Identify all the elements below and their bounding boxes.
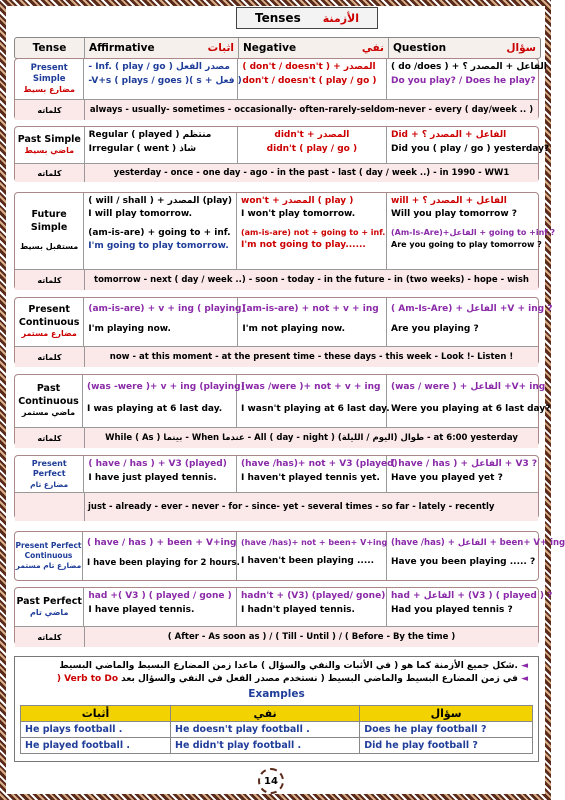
title-ar: الأزمنة [322,11,359,25]
neg-line: (was /were )+ not + v + ing [241,382,381,392]
section-present-simple [14,58,547,120]
section-past-simple [14,126,550,182]
neg-line: didn't ( play / go ) [266,143,358,154]
title-en: Tenses [255,11,301,25]
keywords-text: now - at this moment - at the present time - these days - this week - Look !- Listen ! [109,352,514,362]
neg-line: hadn't + (V3) (played/ gone) [241,591,386,601]
tense-label-ar: مستقبل بسيط [19,242,79,252]
neg-line: I haven't been playing ..... [241,555,375,566]
q-line: Are you playing ? [391,323,479,334]
section-future-simple [14,192,556,290]
example-neg: He doesn't play football . [171,722,360,738]
aff-line: ( have / has ) + V3 (played) [88,459,227,469]
keywords-text: tomorrow - next ( day / week ..) - soon - today - in the future - in (two weeks) - hope - wish [94,275,529,285]
section-present-perfect [14,455,539,519]
header-negative: Negative [243,42,297,54]
q-line: (have /has) + الفاعل + been+ V+ ing [391,538,565,548]
q-line: will + الفاعل + المصدر ؟ [391,196,507,206]
neg-line: didn't + المصدر [274,130,350,140]
tense-label-en: Present Continuous [18,304,80,328]
tense-label-ar: ماضي بسيط [24,145,75,155]
aff-line: I'm going to play tomorrow. [88,241,229,252]
section-past-perfect [14,587,553,645]
tense-label-en: Present Perfect [31,458,67,479]
aff-line: - Inf. ( play / go ) مصدر الفعل [88,62,230,72]
page-title [236,7,378,29]
section-present-perfect-continuous [14,531,565,581]
tense-label-ar: ماضي تام [29,607,69,617]
aff-line: I was playing at 6 last day. [87,403,223,414]
note-1: شكل جميع الأزمنة كما هو ( في الأثبات والنفي والسؤال ) ماعدا زمن المضارع البسيط والماضي البسيط. [59,661,518,671]
q-line: Do you play? / Does he play? [391,75,536,86]
tense-label-ar: مضارع بسيط [23,84,75,94]
tense-label-en: Present Perfect Continuous [15,541,82,561]
keywords-label: كلماته [15,428,85,448]
q-line: (was / were ) + الفاعل +V+ ing [391,382,546,392]
neg-line: (am-is-are) not + going to + inf. [241,228,386,238]
tense-label-en: Past Continuous [18,383,79,407]
table-row [21,722,533,738]
q-line: ( do /does ) + الفاعل + المصدر ؟ [391,62,547,72]
neg-line: I'm not playing now. [242,323,345,334]
keywords-text: just - already - ever - never - for - since- yet - several times - so far - lately - recently [88,502,495,512]
note-2-verb: Verb to Do [64,674,119,684]
neg-line: I'm not going to play...... [241,239,366,250]
q-line: Have you played yet ? [391,472,503,483]
example-q: Did he play football ? [360,738,533,754]
aff-line: had +( V3 ) ( played / gone ) [88,591,232,601]
section-past-continuous [14,374,551,446]
example-neg: He didn't play football . [171,738,360,754]
q-line: Will you play tomorrow ? [391,209,518,220]
header-tense: Tense [32,42,67,54]
section-present-continuous [14,297,553,365]
keywords-text: yesterday - once - one day - ago - in the past - last ( day / week ..) - in 1990 - WW1 [113,168,510,178]
note-2-end: ) [56,674,62,684]
tense-label-ar: ماضي مستمر [21,408,76,418]
neg-line: (am-is-are) + not + v + ing [242,304,379,314]
q-line: (Am-Is-Are)+الفاعل + going to +inf.? [391,228,556,238]
keywords-label: كلماته [15,627,85,647]
aff-line: Regular ( played ) منتظم [88,130,212,140]
header-affirmative-ar: اثبات [207,42,234,54]
aff-line: (was -were )+ v + ing (playing) [87,382,245,392]
aff-line: ( have / has ) + been + V+ing [87,538,237,548]
keywords-label: كلماته [15,270,85,290]
keywords-label: كلماته [15,347,85,367]
header-question-ar: سؤال [506,42,536,54]
keywords-text: ( After - As soon as ) / ( Till - Until ) / ( Before - By the time ) [167,632,456,642]
tense-label-en: Past Simple [17,133,81,145]
example-aff: He played football . [21,738,171,754]
examples-table [20,705,533,754]
keywords-label: كلماته [15,100,85,120]
example-q: Does he play football ? [360,722,533,738]
q-line: Have you been playing ..... ? [391,556,536,567]
header-affirmative: Affirmative [89,42,155,54]
neg-line: I hadn't played tennis. [241,604,355,615]
q-line: had + الفاعل + (V3 ) ( played ) ? [391,591,553,601]
aff-line: -V+s ( plays / goes )( s + فعل ) [88,75,242,86]
neg-line: I haven't played tennis yet. [241,472,380,483]
neg-line: ( don't / doesn't ) + المصدر [242,62,376,72]
neg-line: (have /has)+ not + V3 (played) [241,459,398,469]
examples-title: Examples [248,688,305,700]
neg-line: won't + المصدر ( play ) [241,196,354,206]
header-negative-ar: نفي [361,42,384,54]
q-line: Are you going to play tomorrow ? [391,239,542,249]
header-question: Question [393,42,447,54]
page-number: 14 [258,768,284,794]
q-line: Had you played tennis ? [391,604,513,615]
aff-line: Irregular ( went ) شاذ [88,143,197,154]
tense-label-ar: مضارع تام [30,479,69,489]
neg-line: I won't play tomorrow. [241,209,356,220]
aff-line: I have played tennis. [88,604,195,615]
bullet-icon: ◄ [521,661,528,671]
keywords-text: While ( As ) بينما - When عندما - All ( day - night ) طوال (اليوم / الليلة) - at 6:00 yesterday [105,433,518,443]
neg-line: (have /has)+ not + been+ V+ing [241,538,388,547]
tense-label-en: Present Simple [30,62,68,84]
aff-line: ( will / shall ) + المصدر (play) [88,196,232,206]
q-line: ( have / has ) + الفاعل + V3 ? [391,459,538,469]
aff-line: I have just played tennis. [88,472,217,483]
examples-head-neg: نفي [171,706,360,722]
bullet-icon: ◄ [521,674,528,684]
keywords-text: always - usually- sometimes - occasionally- often-rarely-seldom-never - every ( day/week .. ) [89,105,534,115]
neg-line: I wasn't playing at 6 last day. [241,403,390,414]
tense-label-en: Past Perfect [16,595,82,607]
note-2: في زمن المضارع البسيط والماضي البسيط ( نستخدم مصدر الفعل في النفي والسؤال بعد [121,674,518,684]
table-header [14,37,541,59]
keywords-label [15,493,85,521]
aff-line: I have been playing for 2 hours. [87,557,240,568]
tense-label-ar: مضارع مستمر [21,329,77,339]
keywords-label: كلماته [15,164,85,182]
tense-label-en: Future Simple [30,209,68,233]
q-line: Did + الفاعل + المصدر ؟ [391,130,507,140]
aff-line: (am-is-are) + going to + inf. [88,228,231,239]
example-aff: He plays football . [21,722,171,738]
aff-line: I'm playing now. [88,323,171,334]
notes-box [14,656,539,762]
q-line: ( Am-Is-Are) + الفاعل +V + ing ? [391,304,553,314]
aff-line: (am-is-are) + v + ing ( playing) [88,304,246,314]
examples-head-q: سؤال [360,706,533,722]
neg-line: don't / doesn't ( play / go ) [242,75,377,86]
aff-line: I will play tomorrow. [88,209,193,220]
examples-head-aff: أثبات [21,706,171,722]
tense-label-ar: مضارع تام مستمر [15,560,82,570]
q-line: Were you playing at 6 last day? [391,403,551,414]
q-line: Did you ( play / go ) yesterday? [391,143,550,154]
table-row [21,738,533,754]
